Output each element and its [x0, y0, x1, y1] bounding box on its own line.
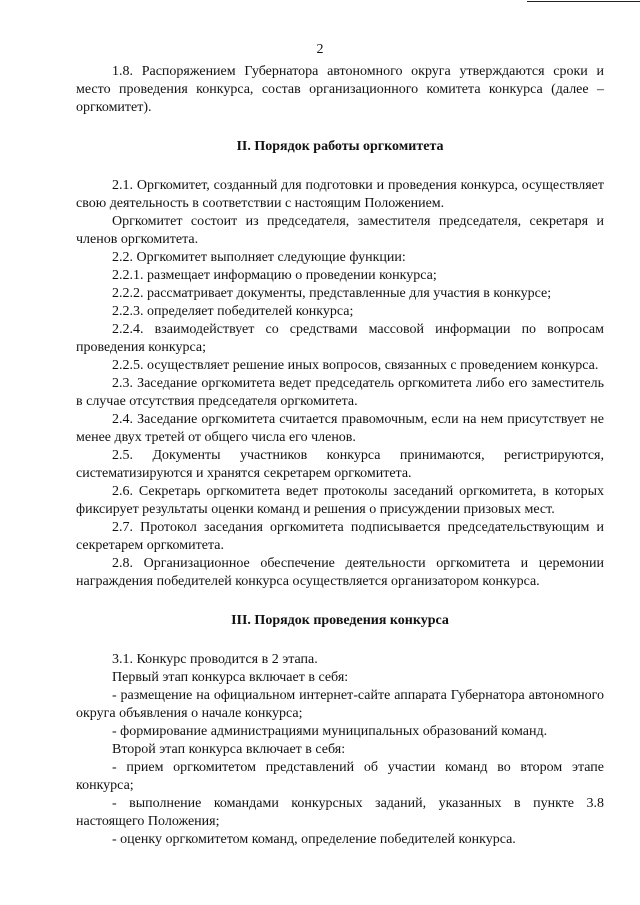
document-body [76, 63, 604, 849]
paragraph-2-2-4: 2.2.4. взаимодействует со средствами массовой информации по вопросам проведения конкурса; [76, 322, 604, 355]
paragraph-2-2-1: 2.2.1. размещает информацию о проведении конкурса; [112, 268, 437, 283]
paragraph-2-3: 2.3. Заседание оргкомитета ведет председатель оргкомитета либо его заместитель в случае отсутствия председателя оргкомитета. [76, 376, 604, 409]
page-number: 2 [316, 42, 324, 57]
list-item-team-formation: - формирование администрациями муниципальных образований команд. [112, 724, 548, 739]
paragraph-3-1: 3.1. Конкурс проводится в 2 этапа. [112, 652, 318, 667]
paragraph-first-stage: Первый этап конкурса включает в себя: [112, 670, 349, 685]
section-3-heading: III. Порядок проведения конкурса [231, 613, 449, 628]
paragraph-2-2-2: 2.2.2. рассматривает документы, представленные для участия в конкурсе; [112, 286, 552, 301]
paragraph-orgcommittee-composition: Оргкомитет состоит из председателя, заместителя председателя, секретаря и членов оргкомитета. [76, 214, 604, 247]
list-item-evaluation: - оценку оргкомитетом команд, определение победителей конкурса. [112, 832, 516, 847]
paragraph-1-8: 1.8. Распоряжением Губернатора автономного округа утверждаются сроки и место проведения конкурса, состав организационного комитета конкурса (далее – оргкомитет). [76, 64, 604, 115]
list-item-website-announcement: - размещение на официальном интернет-сайте аппарата Губернатора автономного округа объявления о начале конкурса; [76, 688, 604, 721]
list-item-competition-tasks: - выполнение командами конкурсных заданий, указанных в пункте 3.8 настоящего Положения; [76, 796, 604, 829]
paragraph-2-8: 2.8. Организационное обеспечение деятельности оргкомитета и церемонии награждения победителей конкурса осуществляется организатором конкурса. [76, 556, 604, 589]
paragraph-second-stage: Второй этап конкурса включает в себя: [112, 742, 346, 757]
paragraph-2-5: 2.5. Документы участников конкурса принимаются, регистрируются, систематизируются и хранятся секретарем оргкомитета. [76, 448, 604, 481]
section-2-heading: II. Порядок работы оргкомитета [236, 139, 444, 154]
paragraph-2-7: 2.7. Протокол заседания оргкомитета подписывается председательствующим и секретарем оргкомитета. [76, 520, 604, 553]
paragraph-2-2-5: 2.2.5. осуществляет решение иных вопросов, связанных с проведением конкурса. [112, 358, 599, 373]
paragraph-2-2-3: 2.2.3. определяет победителей конкурса; [112, 304, 354, 319]
paragraph-2-4: 2.4. Заседание оргкомитета считается правомочным, если на нем присутствует не менее двух третей от общего числа его членов. [76, 412, 604, 445]
paragraph-2-6: 2.6. Секретарь оргкомитета ведет протоколы заседаний оргкомитета, в которых фиксирует результаты оценки команд и решения о присуждении призовых мест. [76, 484, 604, 517]
paragraph-2-2: 2.2. Оргкомитет выполняет следующие функции: [112, 250, 406, 265]
list-item-submissions: - прием оргкомитетом представлений об участии команд во втором этапе конкурса; [76, 760, 604, 793]
top-edge-rule [527, 1, 640, 2]
paragraph-2-1: 2.1. Оргкомитет, созданный для подготовки и проведения конкурса, осуществляет свою деятельность в соответствии с настоящим Положением. [76, 178, 604, 211]
